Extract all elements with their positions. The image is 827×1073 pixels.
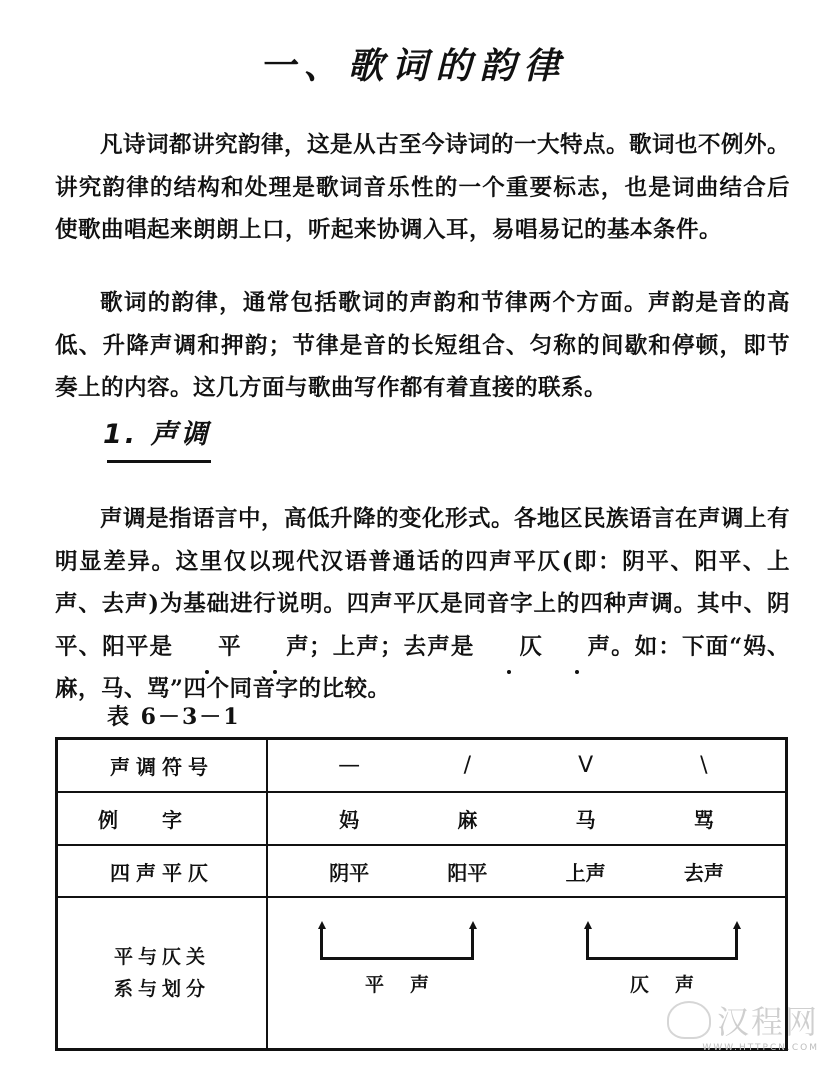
tone-symbol-falling-icon: \ — [700, 753, 708, 778]
row-values — [267, 845, 787, 897]
section-heading-underline — [107, 460, 211, 463]
table-cell: 麻 — [457, 808, 478, 832]
emphasis-char: 平 — [173, 626, 241, 669]
row-values — [267, 739, 787, 793]
ze-bracket-group — [586, 928, 738, 997]
bracket-arrow-icon — [586, 928, 738, 960]
table-cell: 妈 — [339, 808, 360, 832]
row-label-line-1: 平与仄关 — [113, 946, 210, 968]
emphasis-char: 声 — [241, 626, 309, 669]
bracket-label: 平声 — [364, 974, 455, 996]
tone-symbol-dipping-icon: V — [578, 753, 594, 778]
table-caption: 表 6－3－1 — [107, 704, 241, 730]
table-cell: 骂 — [693, 808, 714, 832]
table-cell: 马 — [575, 808, 596, 832]
intro-paragraph: 凡诗词都讲究韵律，这是从古至今诗词的一大特点。歌词也不例外。讲究韵律的结构和处理是歌词音乐性的一个重要标志，也是词曲结合后使歌曲唱起来朗朗上口，听起来协调入耳，易唱易记的基本条件。 — [55, 132, 791, 243]
table-row-ping-ze-relation — [57, 897, 787, 1050]
tone-symbol-rising-icon: / — [463, 753, 472, 778]
tones-text-before: 声调是指语言中，高低升降的变化形式。各地区民族语言在声调上有明显差异。这里仅以现代汉语普通话的四声平仄(即：阴平、阳平、上声、去声)为基础进行说明。四声平仄是同音字上的四种声调。其中、阴平、阳平是 — [55, 506, 791, 660]
page-title: 一、歌词的韵律 — [259, 46, 568, 87]
section-heading-tones: 1. 声调 — [103, 419, 211, 450]
row-label-line-2: 系与划分 — [113, 978, 210, 1000]
bracket-label: 仄声 — [629, 974, 720, 996]
row-label: 例字 — [57, 792, 268, 845]
row-label: 四声平仄 — [57, 845, 268, 897]
tone-symbol-flat-icon: — — [338, 753, 361, 778]
row-values — [267, 792, 787, 845]
table-row-example-chars — [57, 792, 787, 845]
table-cell: 阳平 — [447, 860, 488, 885]
table-row-four-tones — [57, 845, 787, 897]
watermark-text: 汉程网 — [716, 1003, 819, 1041]
row-label — [57, 897, 268, 1050]
table-cell: 去声 — [683, 860, 724, 885]
tones-text-middle: ；上声；去声是 — [309, 633, 475, 660]
tones-text-after: 。如：下面“妈、麻，马、骂”四个同音字的比较。 — [55, 633, 790, 702]
emphasis-char: 仄 — [475, 626, 543, 669]
row-values — [267, 897, 787, 1050]
table-cell: 阴平 — [329, 860, 370, 885]
table-row-tone-symbols — [57, 739, 787, 793]
bracket-arrow-icon — [320, 928, 474, 960]
emphasis-char: 声 — [543, 626, 611, 669]
watermark-url: WWW.HTTPCN.COM — [702, 1043, 819, 1053]
tone-table — [55, 737, 788, 1051]
tones-paragraph — [55, 498, 790, 711]
table-cell: 上声 — [565, 860, 606, 885]
row-label: 声调符号 — [57, 739, 268, 793]
ping-bracket-group — [320, 928, 474, 997]
rhythm-paragraph: 歌词的韵律，通常包括歌词的声韵和节律两个方面。声韵是音的高低、升降声调和押韵；节律是音的长短组合、匀称的间歇和停顿，即节奏上的内容。这几方面与歌曲写作都有着直接的联系。 — [55, 290, 790, 401]
